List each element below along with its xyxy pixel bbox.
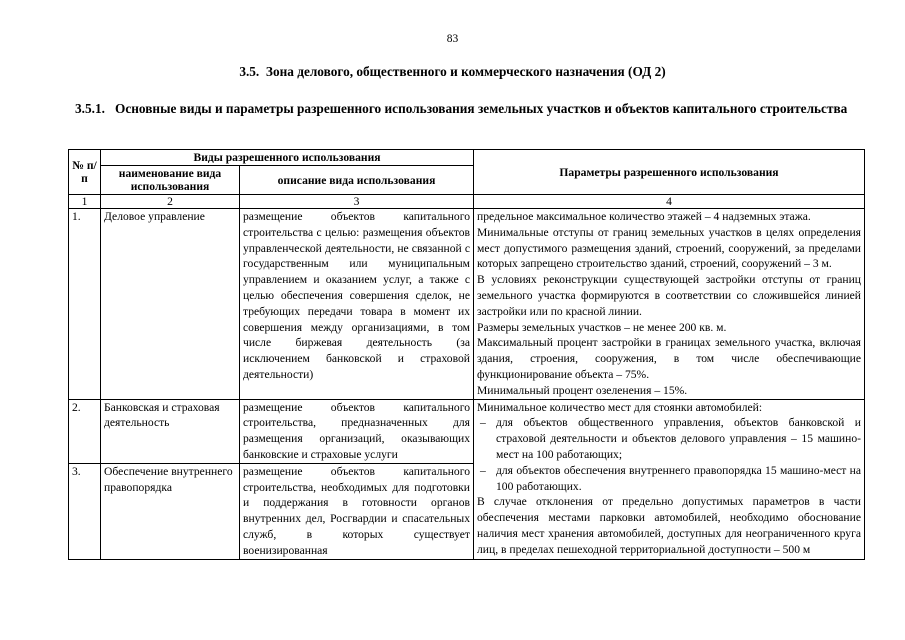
subsection-number: 3.5.1.	[75, 101, 105, 116]
use-description: размещение объектов капитального строительства, предназначенных для размещения организаций, оказывающих банковские и страховые услуги	[240, 399, 474, 463]
use-name: Банковская и страховая деятельность	[101, 399, 240, 463]
section-number: 3.5.	[239, 64, 260, 79]
params-block-2	[474, 399, 865, 559]
use-name: Деловое управление	[101, 209, 240, 400]
table-header-row	[69, 150, 865, 166]
subsection-title-text: Основные виды и параметры разрешенного использования земельных участков и объектов капитального строительства	[115, 101, 848, 116]
column-numbers-row	[69, 195, 865, 209]
row-num: 2.	[69, 399, 101, 463]
param-line: Размеры земельных участков – не менее 200 кв. м.	[477, 320, 727, 334]
header-num: № п/п	[69, 150, 101, 195]
column-number: 1	[69, 195, 101, 209]
use-description: размещение объектов капитального строительства, необходимых для подготовки и поддержания в готовности органов внутренних дел, Росгвардии и спасательных служб, в которых существует военизированная	[240, 463, 474, 559]
parking-intro: Минимальное количество мест для стоянки автомобилей:	[477, 400, 763, 414]
param-line: предельное максимальное количество этажей – 4 надземных этажа.	[477, 210, 811, 223]
parking-list	[477, 415, 861, 494]
header-name: наименование вида использования	[101, 166, 240, 195]
use-name: Обеспечение внутреннего правопорядка	[101, 463, 240, 559]
list-item: – для объектов общественного управления, объектов банковской и страховой деятельности и объектов делового управления – 15 машино-мест на 100 работающих;	[477, 415, 861, 462]
header-params: Параметры разрешенного использования	[474, 150, 865, 195]
row-num: 3.	[69, 463, 101, 559]
param-line: Минимальные отступы от границ земельных участков в целях определения мест допустимого размещения зданий, строений, сооружений, за пределами которых запрещено строительство зданий, строений, сооружений – 3 м.	[477, 225, 861, 271]
param-line: Минимальный процент озеленения – 15%.	[477, 383, 688, 397]
subsection-title	[75, 100, 875, 117]
row-num: 1.	[69, 209, 101, 400]
param-line: Максимальный процент застройки в границах земельного участка, включая здания, строения, сооружения, в том числе обеспечивающие функционирование объекта – 75%.	[477, 336, 861, 381]
header-description: описание вида использования	[240, 166, 474, 195]
params-block-1	[474, 209, 865, 400]
table-row	[69, 209, 865, 400]
page-number: 83	[446, 33, 459, 45]
column-number: 4	[474, 195, 865, 209]
use-description: размещение объектов капитального строительства с целью: размещения объектов управленческой деятельности, не связанной с государственным или муниципальным управлением и оказанием услуг, а также с целью обеспечения совершения сделок, не требующих передачи товара в момент их совершения между организациями, в том числе биржевая деятельность (за исключением банковской и страховой деятельности)	[240, 209, 474, 400]
header-uses-group: Виды разрешенного использования	[101, 150, 474, 166]
section-title-text: Зона делового, общественного и коммерческого назначения (ОД 2)	[265, 64, 666, 79]
land-use-table	[68, 149, 865, 560]
table-row	[69, 399, 865, 463]
list-item: – для объектов обеспечения внутреннего правопорядка 15 машино-мест на 100 работающих.	[477, 463, 861, 495]
section-title	[0, 64, 905, 80]
param-line: В условиях реконструкции существующей застройки отступы от границ земельного участка формируются в соответствии со сложившейся линией застройки или по красной линии.	[477, 273, 861, 318]
column-number: 3	[240, 195, 474, 209]
parking-outro: В случае отклонения от предельно допустимых параметров в части обеспечения местами парковки автомобилей, необходимо обоснование наличия мест хранения автомобилей, доступных для неограниченного круга лиц, в пределах пешеходной территориальной доступности – 500 м	[477, 495, 861, 556]
column-number: 2	[101, 195, 240, 209]
